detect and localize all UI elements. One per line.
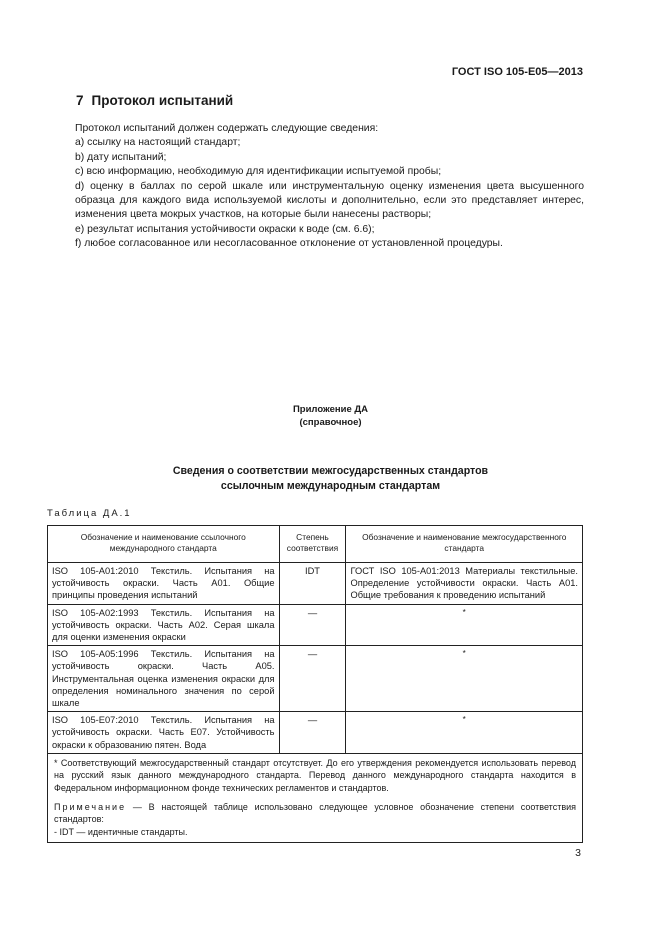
national-standard-cell: * <box>346 646 583 712</box>
appendix-heading <box>0 403 661 429</box>
column-header: Обозначение и наименование межгосударственного стандарта <box>346 526 583 563</box>
table-row <box>48 604 583 646</box>
national-standard-cell: ГОСТ ISO 105-A01:2013 Материалы текстильные. Определение устойчивости окраски. Часть A01. Общие требования к проведению испытаний <box>346 563 583 605</box>
table-footnote: * Соответствующий межгосударственный стандарт отсутствует. До его утверждения рекомендуется использовать перевод на русский язык данного международного стандарта. Перевод данного международного стандарта находится в Федеральном информационном фонде технических регламентов и стандартов. <box>54 757 576 794</box>
section-title <box>76 93 233 108</box>
column-header: Обозначение и наименование ссылочного международного стандарта <box>48 526 280 563</box>
table-row <box>48 646 583 712</box>
note-label: Примечание <box>54 801 127 812</box>
section-title-text: Протокол испытаний <box>91 93 234 108</box>
appendix-title <box>0 464 661 494</box>
column-header: Степень соответствия <box>279 526 346 563</box>
intl-standard-cell: ISO 105-A05:1996 Текстиль. Испытания на устойчивость окраски. Часть A05. Инструментальная оценка изменения окраски для определения номинального значения по серой шкале <box>48 646 280 712</box>
table-row <box>48 712 583 754</box>
national-standard-cell: * <box>346 604 583 646</box>
degree-cell: — <box>279 712 346 754</box>
correspondence-table <box>47 525 583 843</box>
list-item: f) любое согласованное или несогласованное отклонение от установленной процедуры. <box>75 238 503 250</box>
intl-standard-cell: ISO 105-E07:2010 Текстиль. Испытания на устойчивость окраски. Часть E07. Устойчивость окраски к образованию пятен. Вода <box>48 712 280 754</box>
standard-code-header: ГОСТ ISO 105-E05—2013 <box>451 66 583 78</box>
appendix-label: Приложение ДА <box>292 404 369 415</box>
section-intro: Протокол испытаний должен содержать следующие сведения: <box>75 123 379 134</box>
appendix-kind: (справочное) <box>299 417 362 428</box>
section-body <box>75 122 584 252</box>
table-caption: Таблица ДА.1 <box>47 508 132 519</box>
intl-standard-cell: ISO 105-A02:1993 Текстиль. Испытания на устойчивость окраски. Часть A02. Серая шкала для оценки изменения окраски <box>48 604 280 646</box>
intl-standard-cell: ISO 105-A01:2010 Текстиль. Испытания на устойчивость окраски. Часть A01. Общие принципы проведения испытаний <box>48 563 280 605</box>
degree-cell: IDT <box>279 563 346 605</box>
list-item: c) всю информацию, необходимую для идентификации испытуемой пробы; <box>75 166 442 178</box>
appendix-title-line2: ссылочным международным стандартам <box>220 480 441 492</box>
note-text: — В настоящей таблице использовано следующее условное обозначение степени соответствия стандартов: <box>54 801 576 825</box>
list-item: a) ссылку на настоящий стандарт; <box>75 137 241 149</box>
national-standard-cell: * <box>346 712 583 754</box>
table-header-row <box>48 526 583 563</box>
section-number: 7 <box>76 93 84 108</box>
note-item: - IDT — идентичные стандарты. <box>54 826 188 837</box>
table-note <box>54 801 576 826</box>
table-footnote-cell <box>48 753 583 843</box>
list-item: e) результат испытания устойчивости окраски к воде (см. 6.6); <box>75 223 375 235</box>
table-row <box>48 563 583 605</box>
list-item: b) дату испытаний; <box>75 151 167 163</box>
list-item: d) оценку в баллах по серой шкале или инструментальную оценку изменения цвета высушенного образца для каждого вида используемой кислоты и дополнительно, если это представляет интерес, изменения цвета мокрых участков, на которые были нанесены растворы; <box>75 180 584 221</box>
degree-cell: — <box>279 646 346 712</box>
page-number: 3 <box>575 847 581 859</box>
appendix-title-line1: Сведения о соответствии межгосударственных стандартов <box>172 465 489 477</box>
table-footnote-row <box>48 753 583 843</box>
degree-cell: — <box>279 604 346 646</box>
